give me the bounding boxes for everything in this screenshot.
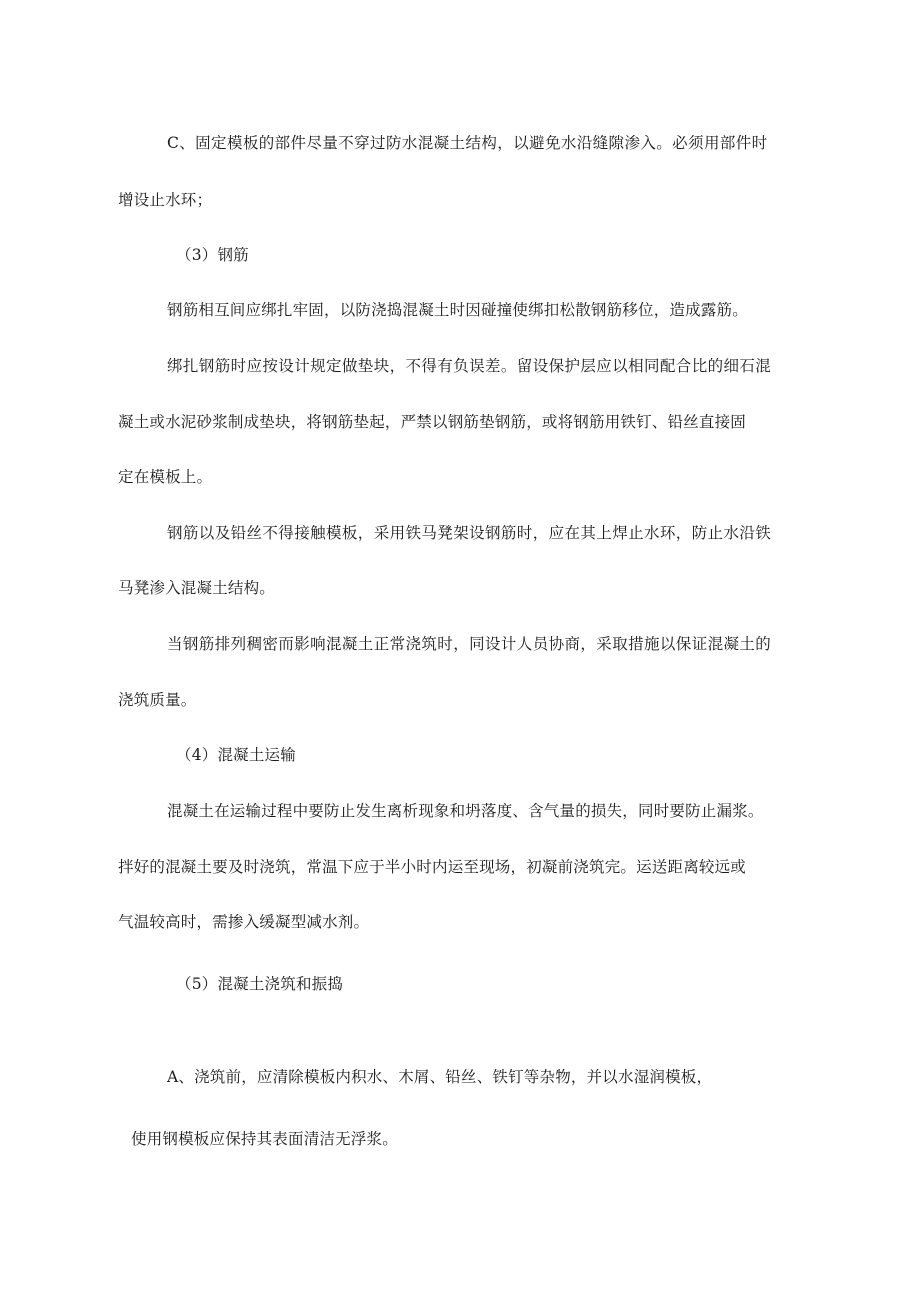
section-heading-rebar: （3）钢筋 xyxy=(176,246,249,264)
paragraph-line-rebar-contact: 钢筋以及铅丝不得接触模板，采用铁马凳架设钢筋时，应在其上焊止水环，防止水沿铁 xyxy=(167,524,772,542)
paragraph-line-c-formwork: C、固定模板的部件尽量不穿过防水混凝土结构，以避免水沿缝隙渗入。必须用部件时 xyxy=(167,134,768,152)
section-heading-pouring: （5）混凝土浇筑和振捣 xyxy=(176,975,344,993)
paragraph-line-transport: 混凝土在运输过程中要防止发生离析现象和坍落度、含气量的损失，同时要防止漏浆。 xyxy=(167,802,764,820)
paragraph-line-a-pouring: A、浇筑前，应清除模板内积水、木屑、铅丝、铁钉等杂物，并以水湿润模板， xyxy=(167,1068,713,1086)
paragraph-line-c-formwork-cont: 增设止水环； xyxy=(118,191,213,209)
paragraph-line-transport-end: 气温较高时，需掺入缓凝型减水剂。 xyxy=(118,913,370,931)
paragraph-line-rebar-spacer-cont: 凝土或水泥砂浆制成垫块，将钢筋垫起，严禁以钢筋垫钢筋，或将钢筋用铁钉、铅丝直接固 xyxy=(118,413,747,431)
paragraph-line-rebar-spacer-end: 定在模板上。 xyxy=(118,468,213,486)
paragraph-line-rebar-spacer: 绑扎钢筋时应按设计规定做垫块，不得有负误差。留设保护层应以相同配合比的细石混 xyxy=(167,357,772,375)
section-heading-transport: （4）混凝土运输 xyxy=(176,746,296,764)
paragraph-line-rebar-contact-cont: 马凳渗入混凝土结构。 xyxy=(118,579,276,597)
paragraph-line-rebar-dense-cont: 浇筑质量。 xyxy=(118,691,197,709)
paragraph-line-rebar-dense: 当钢筋排列稠密而影响混凝土正常浇筑时，同设计人员协商，采取措施以保证混凝土的 xyxy=(167,635,772,653)
paragraph-line-transport-cont: 拌好的混凝土要及时浇筑，常温下应于半小时内运至现场，初凝前浇筑完。运送距离较远或 xyxy=(118,858,747,876)
paragraph-line-rebar-tie: 钢筋相互间应绑扎牢固，以防浇捣混凝土时因碰撞使绑扣松散钢筋移位，造成露筋。 xyxy=(167,301,748,319)
paragraph-line-a-pouring-cont: 使用钢模板应保持其表面清洁无浮浆。 xyxy=(131,1130,398,1148)
